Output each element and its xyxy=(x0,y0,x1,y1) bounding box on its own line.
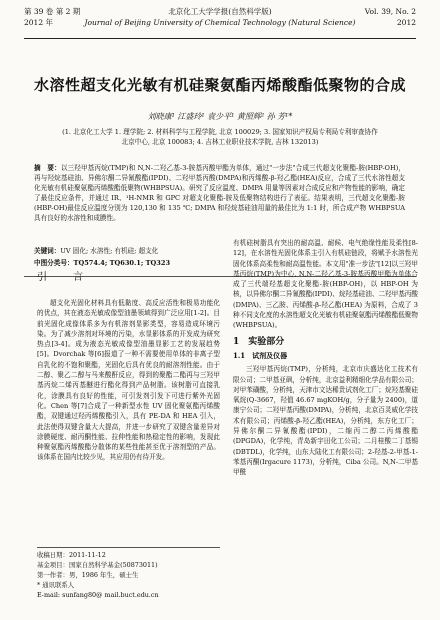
footnote xyxy=(37,547,220,600)
received-date: 收稿日期：2011-11-12 xyxy=(37,551,106,559)
affiliations xyxy=(30,127,410,147)
keywords-label: 关键词： xyxy=(34,247,61,255)
keywords-text: UV 固化; 水溶性; 有机硅; 超支化 xyxy=(60,247,159,255)
email: E-mail: sunfang80@ mail.buct.edu.cn xyxy=(37,591,159,599)
intro-paragraph: 超支化光固化材料具有低黏度、高反应活性和极易功能化的优点，其在液态光敏成像型油墨领域得到广泛应用[1-2]。目前光固化成像体系多为有机溶剂显影类型，容易造成环境污染。为了减少溶剂对环境的污染，水显影体系的开发成为研究热点[3-4]。成为液态光敏成像型油墨显影工艺的发展趋势[5]。Dvorchak 等[6]报道了一种不需要使用单体的非离子型自乳化的不饱和聚酯，光固化后具有优良的耐溶剂性能。由于二醇、聚乙二醇与马来酸酐反应，得到的聚酯二酯再与三羟甲基丙烷二烯丙基醚进行酯化得到产品树脂。该树脂可直接乳化，涂膜具有良好的性能，可引发剂引发下可进行紫外光固化。Chen 等[7]合成了一种新型水性 UV 固化聚氨酯丙烯酸酯，双键通过羟丙烯酸酯引入，具有 PE-DA 和 HEA 引入，此法使得双键含量大大提高，并进一步研究了双键含量差异对涂膜硬度、耐丙酮性能、拉伸性能和热稳定性的影响，发现此种聚氨酯丙烯酸酯分散体的某些性能甚至优于溶剂型的产品。该体系在国内比较少见，其应用仍有待开发。 xyxy=(37,299,220,462)
abstract-label: 摘 要： xyxy=(34,164,61,172)
section-heading: 1 实验部分 xyxy=(233,336,285,347)
affiliation-line: (1. 北京化工大学 1. 理学院; 2. 材料科学与工程学院, 北京 100029; 3. 国家知识产权局专利局专利审查协作 xyxy=(62,128,378,136)
article-title: 水溶性超支化光敏有机硅聚氨酯丙烯酸酯低聚物的合成 xyxy=(33,76,406,94)
volume-issue-en: Vol. 39, No. 2 xyxy=(364,7,416,16)
corresponding-author: * 通讯联系人 xyxy=(37,581,75,589)
running-header xyxy=(24,6,416,38)
intro-heading: 引 言 xyxy=(37,272,91,283)
keywords xyxy=(34,245,158,255)
journal-name-en: Journal of Beijing University of Chemical Technology (Natural Science) xyxy=(84,18,356,27)
author-list: 刘晓康¹ 江盛玲¹ 袁少平¹ 黄照辉² 孙 芳¹* xyxy=(147,112,293,121)
left-column xyxy=(37,298,220,463)
intro-paragraph: 有机硅树脂具有突出的耐高温、耐候、电气绝缘性能及柔性[8-12]，在水溶性光固化体系主引入有机硅链段，将赋予水溶性光固化体系高柔性和耐高温性能。本文用"准一步法"[12]以三羟甲基丙烷(TMP)为中心, N,N-二羟乙基-3-胺基丙酸甲酯为单体合成了三代端羟基超支化聚酯-胺(HBP-OH)，以 HBP-OH 为核，以异佛尔酮二异氰酸酯(IPDI)、烷羟基硅油、二羟甲基丙酸(DMPA)、三乙胺、丙烯酸-β-羟乙酯(HEA) 为原料，合成了 3 种不同支化度的水溶性超支化光敏有机硅聚氨酯丙烯酸酯低聚物(WHBPSUA)。 xyxy=(233,239,418,330)
journal-name-cn: 北京化工大学学报(自然科学版) xyxy=(168,7,272,16)
abstract-text: 以三羟甲基丙烷(TMP)和 N,N-二羟乙基-3-胺基丙酸甲酯为单体，通过"一步法"合成三代超支化聚酯-胺(HBP-OH)，再与羟烷基硅油、异佛尔酮二异氰酸酯(IPDI)、二羟甲基丙酸(DMPA)和丙烯酸-β-羟乙酯(HEA)反应，合成了三代水溶性超支化光敏有机硅聚氨酯丙烯酸酯低聚物(WHBPSUA)。研究了反应温度、DMPA 用量等因素对合成反应和产物性能的影响，确定了最佳反应条件，并通过 IR、¹H-NMR 和 GPC 对超支化聚酯-胺及低聚物结构进行了表征。结果表明，三代超支化聚酯-胺(HBP-OH)最佳反应温度分别为 120,130 和 135 ℃; DMPA 和羟烷基硅油用量的最佳比为 1:1 时，所合成产物 WHBPSUA 具有良好的水溶性和成膜性。 xyxy=(34,164,405,223)
first-author: 第一作者：男，1986 年生，硕士生 xyxy=(37,571,139,579)
funding: 基金项目：国家自然科学基金(50873011) xyxy=(37,561,158,569)
journal-name xyxy=(24,6,416,28)
abstract xyxy=(34,163,405,224)
methods-paragraph: 三羟甲基丙烷(TMP)，分析纯，北京市庆盛达化工技术有限公司；二甲基亚砜，分析纯，北京益利精细化学品有限公司；对甲苯磺酸，分析纯，天津市文达稀贵试剂化工厂；烷羟基聚硅氧烷(Q-3667，羟值 46.67 mgKOH/g，分子量为 2400)，道康宁公司；二羟甲基丙酸(DMPA)，分析纯，北京百灵威化学技术有限公司；丙烯酸-β-羟乙酯(HEA)，分析纯，东方化工厂；异佛尔酮二异氰酸酯(IPDI)，二缩丙二醇二丙烯酸酯(DPGDA)，化学纯，青岛新宇田化工公司；二月桂酸二丁基锡(DBTDL)，化学纯，山东大陆化工有限公司；2-羟基-2-甲基-1-苯基丙酮(Irgacure 1173)，分析纯，Ciba 公司。N,N-二甲基甲酰 xyxy=(233,365,418,477)
year: 2012 年 xyxy=(24,18,53,27)
affiliation-line: 北京中心, 北京 100083; 4. 吉林工业职业技术学院, 吉林 132013) xyxy=(121,138,319,146)
header-rule xyxy=(24,38,416,39)
subsection-heading: 1.1 试剂及仪器 xyxy=(233,350,288,360)
volume-issue: 第 39 卷 第 2 期 xyxy=(24,7,81,16)
year-en: 2012 xyxy=(396,18,416,27)
right-column xyxy=(233,238,418,478)
classification-number: 中图分类号：TQ574.4; TQ630.1; TQ323 xyxy=(34,259,171,267)
issue-info-en xyxy=(365,6,416,28)
